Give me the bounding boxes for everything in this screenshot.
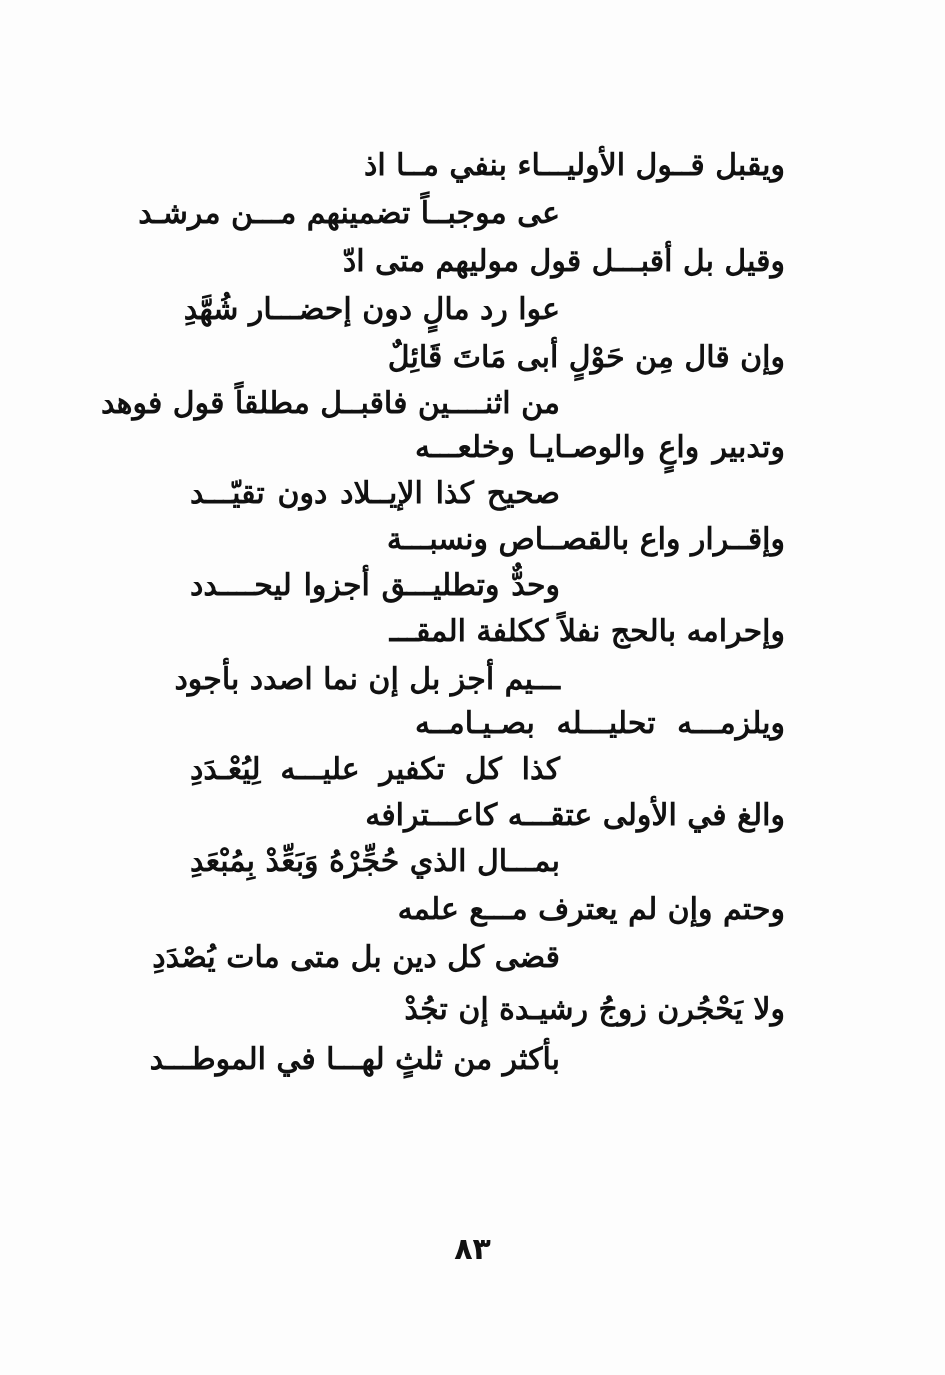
verse-line-9: وإقــرار واع بالقصــاص ونسبـــة [386,522,785,557]
verse-line-7: وتدبير واعٍ والوصـايـا وخلعـــه [415,430,785,465]
verse-line-4: عوا رد مالٍ دون إحضـــار شُهَّدِ [183,292,560,327]
verse-line-10: وحدٌّ وتطليـــق أجزوا ليحــــدد [190,568,560,603]
verse-line-19: ولا يَحْجُرن زوجُ رشيـدة إن تجُدْ [404,992,785,1027]
verse-line-16: بمـــال الذي حُجِّرْهُ وَبَعِّدْ بِمُبْعَدِ [190,844,560,879]
verse-line-1: ويقبل قــول الأوليـــاء بنفي مــا اذ [363,148,785,183]
verse-line-5: وإن قال مِن حَوْلٍ أبى مَاتَ قَائِلٌ [387,340,785,375]
verse-line-6: من اثنــــين فاقبــل مطلقاً قول فوهد [100,386,560,421]
verse-line-18: قضى كل دين بل متى مات يُصْدَدِ [152,940,560,975]
verse-line-3: وقيل بل أقبـــل قول موليهم متى ادّ [342,244,785,279]
verse-line-12: ـــيم أجز بل إن نما اصدد بأجود [174,662,560,697]
verse-line-2: عى موجبــاً تضمينهم مـــن مرشـد [138,196,560,231]
verse-line-13: ويلزمـــه تحليـــله بصـيـامــه [415,706,785,741]
verse-line-17: وحتم وإن لم يعترف مـــع علمه [397,892,785,927]
verse-line-15: والغ في الأولى عتقـــه كاعـــترافه [365,798,785,833]
verse-line-11: وإحرامه بالحج نفلاً ككلفة المقـــ [389,614,785,649]
verse-line-14: كذا كل تكفير عليـــه لِيُعْـدَدِ [190,752,560,787]
verse-line-20: بأكثر من ثلثٍ لهـــا في الموطـــد [149,1042,560,1077]
page-number: ٨٣ [454,1232,491,1267]
verse-line-8: صحيح كذا الإيــلاد دون تقيّـــد [190,476,560,511]
